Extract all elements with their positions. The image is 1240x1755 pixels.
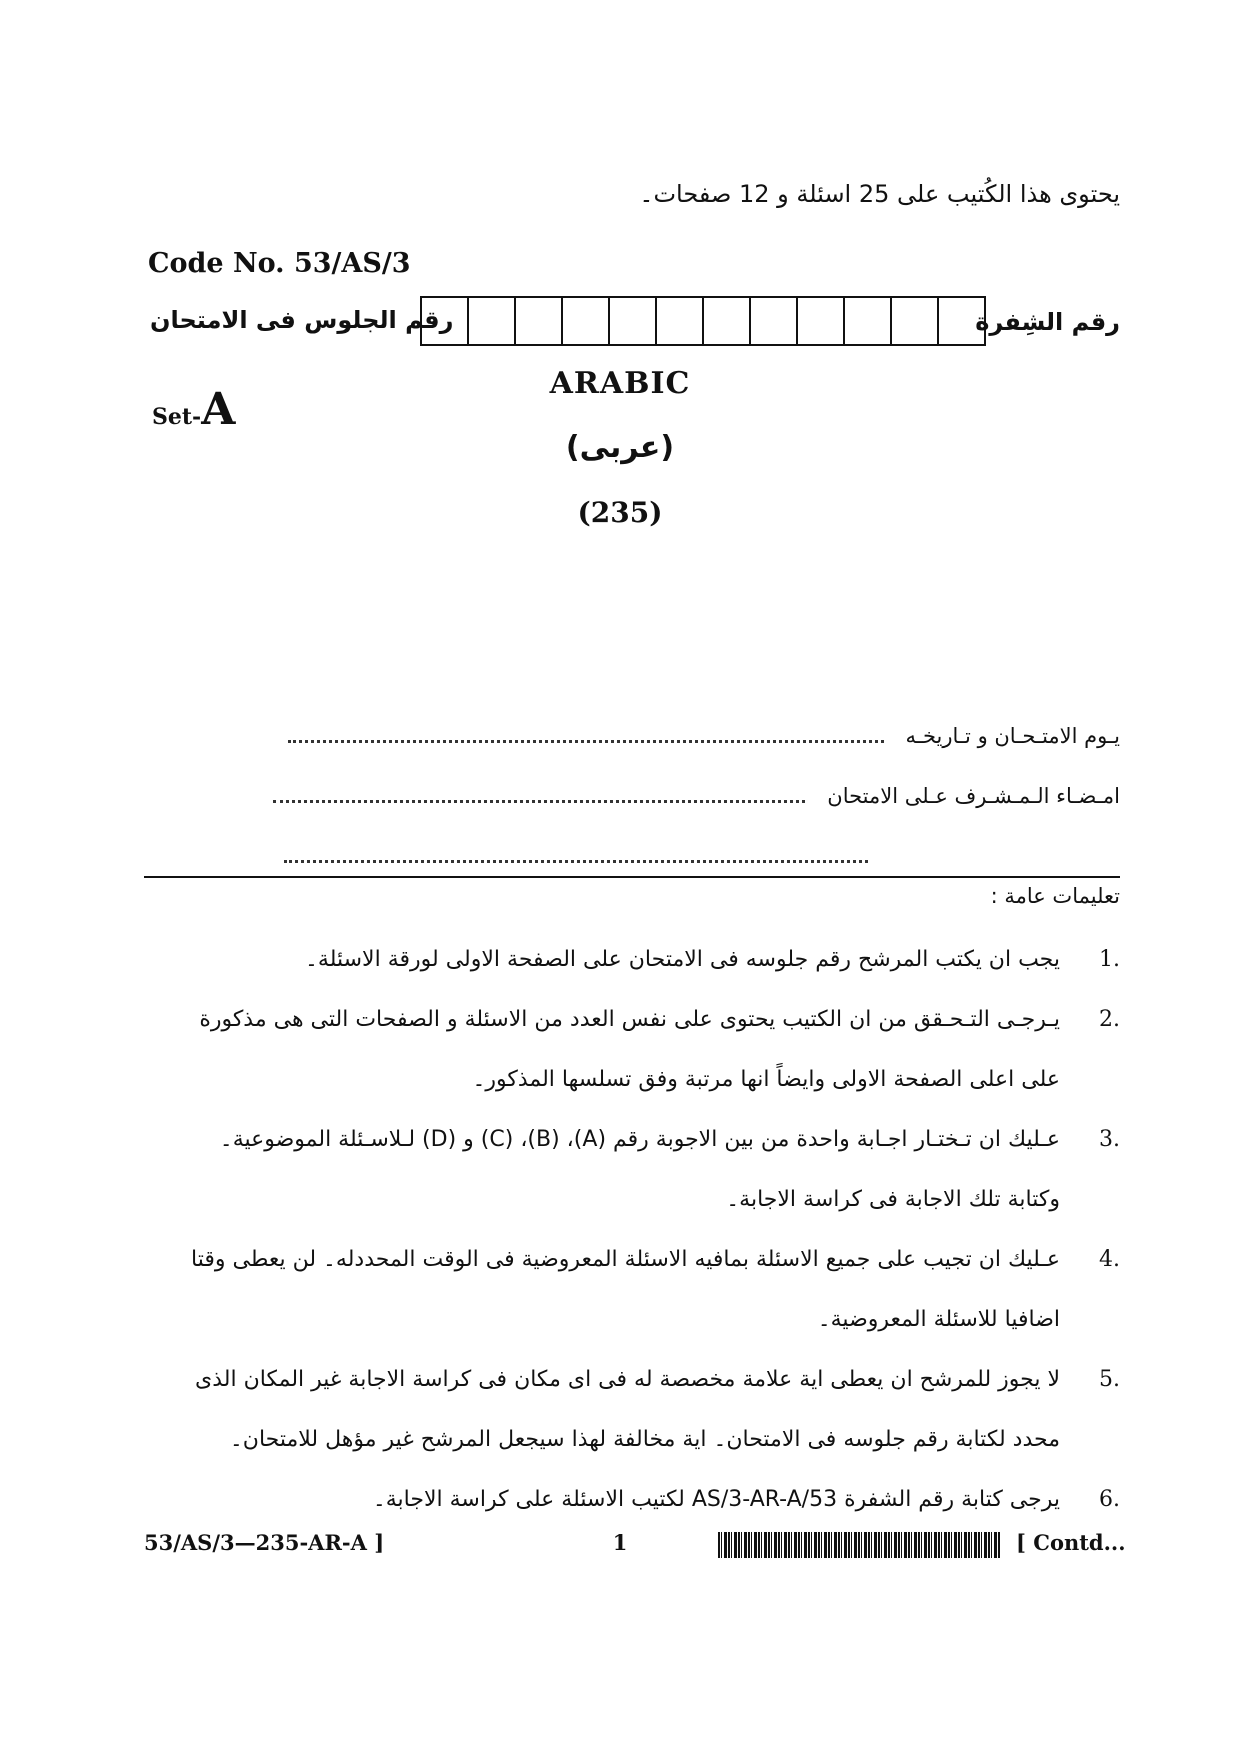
roll-number-boxes[interactable] [420, 296, 986, 346]
barcode [718, 1532, 1000, 1558]
instruction-item [190, 1470, 1120, 1530]
exam-date-field [288, 724, 1120, 748]
instructions-heading: تعليمات عامة : [990, 884, 1120, 908]
invigilator-field [273, 784, 1120, 808]
roll-number-box[interactable] [422, 298, 467, 344]
instruction-text: يجب ان يكتب المرشح رقم جلوسه فى الامتحان على الصفحة الاولى لورقة الاسئلة۔ [305, 947, 1060, 972]
invigilator-label: امـضـاء الـمـشـرف عـلى الامتحان [827, 784, 1120, 808]
roll-number-box[interactable] [467, 298, 514, 344]
instruction-item [190, 930, 1120, 990]
footer-code: 53/AS/3—235-AR-A ] [144, 1530, 385, 1555]
instruction-number: 4. [1099, 1247, 1120, 1272]
page-number: 1 [612, 1530, 628, 1555]
instruction-text: يـرجـى التـحـقق من ان الكتيب يحتوى على نفس العدد من الاسئلة و الصفحات التى هى مذكورة على اعلى الصفحة الاولى وايضاً انها مرتبة وفق تسلسها المذكور۔ [199, 1007, 1060, 1092]
exam-date-line[interactable] [288, 726, 884, 743]
instruction-number: 5. [1099, 1367, 1120, 1392]
instruction-item [190, 1230, 1120, 1350]
section-divider [144, 876, 1120, 878]
instruction-item [190, 990, 1120, 1110]
roll-number-box[interactable] [749, 298, 796, 344]
instruction-item [190, 1110, 1120, 1230]
set-letter: A [201, 384, 236, 435]
cipher-label: رقم الشِفرة [975, 308, 1120, 336]
instruction-item [190, 1350, 1120, 1470]
instructions-list [190, 930, 1120, 1530]
instruction-text: عـليك ان تـختـار اجـابة واحدة من بين الاجوبة رقم (A)، (B)، (C) و (D) لـلاسـئلة الموضوعية۔ وكتابة تلك الاجابة فى كراسة الاجابة۔ [219, 1127, 1060, 1212]
continued-label: [ Contd... [1016, 1530, 1126, 1555]
roll-number-box[interactable] [796, 298, 843, 344]
booklet-note: يحتوى هذا الكُتيب على 25 اسئلة و 12 صفحات۔ [639, 180, 1120, 208]
instruction-number: 6. [1099, 1487, 1120, 1512]
instruction-text: لا يجوز للمرشح ان يعطى اية علامة مخصصة له فى اى مكان فى كراسة الاجابة غير المكان الذى محدد لكتابة رقم جلوسه فى الامتحان۔ اية مخالفة لهذا سيجعل المرشح غير مؤهل للامتحان۔ [195, 1367, 1060, 1452]
roll-number-box[interactable] [608, 298, 655, 344]
roll-number-box[interactable] [514, 298, 561, 344]
roll-number-box[interactable] [561, 298, 608, 344]
roll-number-box[interactable] [702, 298, 749, 344]
invigilator-line[interactable] [273, 786, 805, 803]
roll-number-box[interactable] [890, 298, 937, 344]
instruction-number: 3. [1099, 1127, 1120, 1152]
code-number: Code No. 53/AS/3 [148, 248, 411, 279]
extra-dotted-line[interactable] [284, 850, 868, 863]
instruction-text: يرجى كتابة رقم الشفرة 53/AS/3-AR-A لكتيب الاسئلة على كراسة الاجابة۔ [372, 1487, 1060, 1512]
instruction-text: عـليك ان تجيب على جميع الاسئلة بمافيه الاسئلة المعروضية فى الوقت المحددله۔ لن يعطى وقتا اضافيا للاسئلة المعروضية۔ [191, 1247, 1060, 1332]
roll-number-box[interactable] [843, 298, 890, 344]
subject-code: (235) [577, 496, 663, 529]
set-prefix: Set- [152, 404, 202, 430]
roll-number-box[interactable] [655, 298, 702, 344]
instruction-number: 1. [1099, 947, 1120, 972]
exam-date-label: يـوم الامتـحـان و تـاريخـه [905, 724, 1120, 748]
instruction-number: 2. [1099, 1007, 1120, 1032]
subject-english: ARABIC [549, 366, 691, 401]
roll-number-label: رقم الجلوس فى الامتحان [150, 306, 454, 334]
subject-arabic: (عربى) [565, 430, 675, 465]
